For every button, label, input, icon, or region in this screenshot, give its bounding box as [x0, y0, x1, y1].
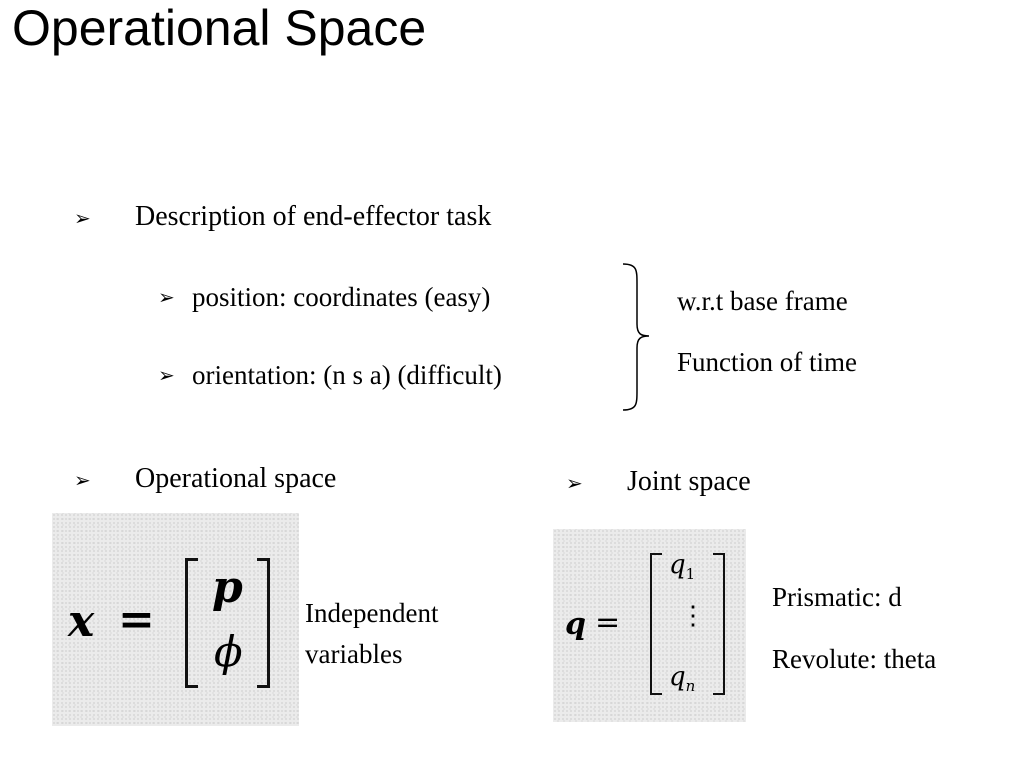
bullet-arrow-icon: ➢ [566, 471, 583, 495]
operational-space-equation [52, 513, 299, 726]
subbullet-orientation: orientation: (n s a) (difficult) [192, 360, 502, 390]
slide-title: Operational Space [12, 0, 427, 56]
operational-note-line2: variables [305, 639, 403, 669]
eq-vdots: ⋮ [680, 601, 706, 631]
right-bracket [257, 558, 270, 688]
brace-note-base-frame: w.r.t base frame [677, 286, 848, 316]
bullet-arrow-icon: ➢ [158, 285, 175, 309]
left-bracket [650, 553, 662, 695]
eq-top-q: $q_1$ [669, 550, 696, 584]
eq-bottom-q: $q_n$ [669, 662, 696, 696]
eq-lhs-x: x [68, 596, 95, 647]
right-brace-icon [615, 262, 655, 412]
eq-equals: = [595, 605, 621, 640]
eq-bottom-phi: ϕ [214, 627, 243, 676]
joint-space-equation [553, 529, 746, 722]
bullet-arrow-icon: ➢ [74, 468, 91, 492]
operational-note-line1: Independent [305, 598, 439, 628]
right-bracket [713, 553, 725, 695]
eq-top-p: p [212, 562, 243, 613]
bullet-arrow-icon: ➢ [74, 206, 91, 230]
bullet-operational-space: Operational space [135, 463, 337, 494]
eq-lhs-q: q [565, 607, 586, 642]
bullet-task: Description of end-effector task [135, 201, 492, 232]
subbullet-position: position: coordinates (easy) [192, 282, 491, 312]
bullet-arrow-icon: ➢ [158, 363, 175, 387]
left-bracket [185, 558, 198, 688]
joint-note-prismatic: Prismatic: d [772, 582, 902, 612]
brace-note-time: Function of time [677, 347, 857, 377]
eq-equals: = [118, 594, 155, 645]
bullet-joint-space: Joint space [627, 466, 751, 497]
joint-note-revolute: Revolute: theta [772, 644, 937, 674]
